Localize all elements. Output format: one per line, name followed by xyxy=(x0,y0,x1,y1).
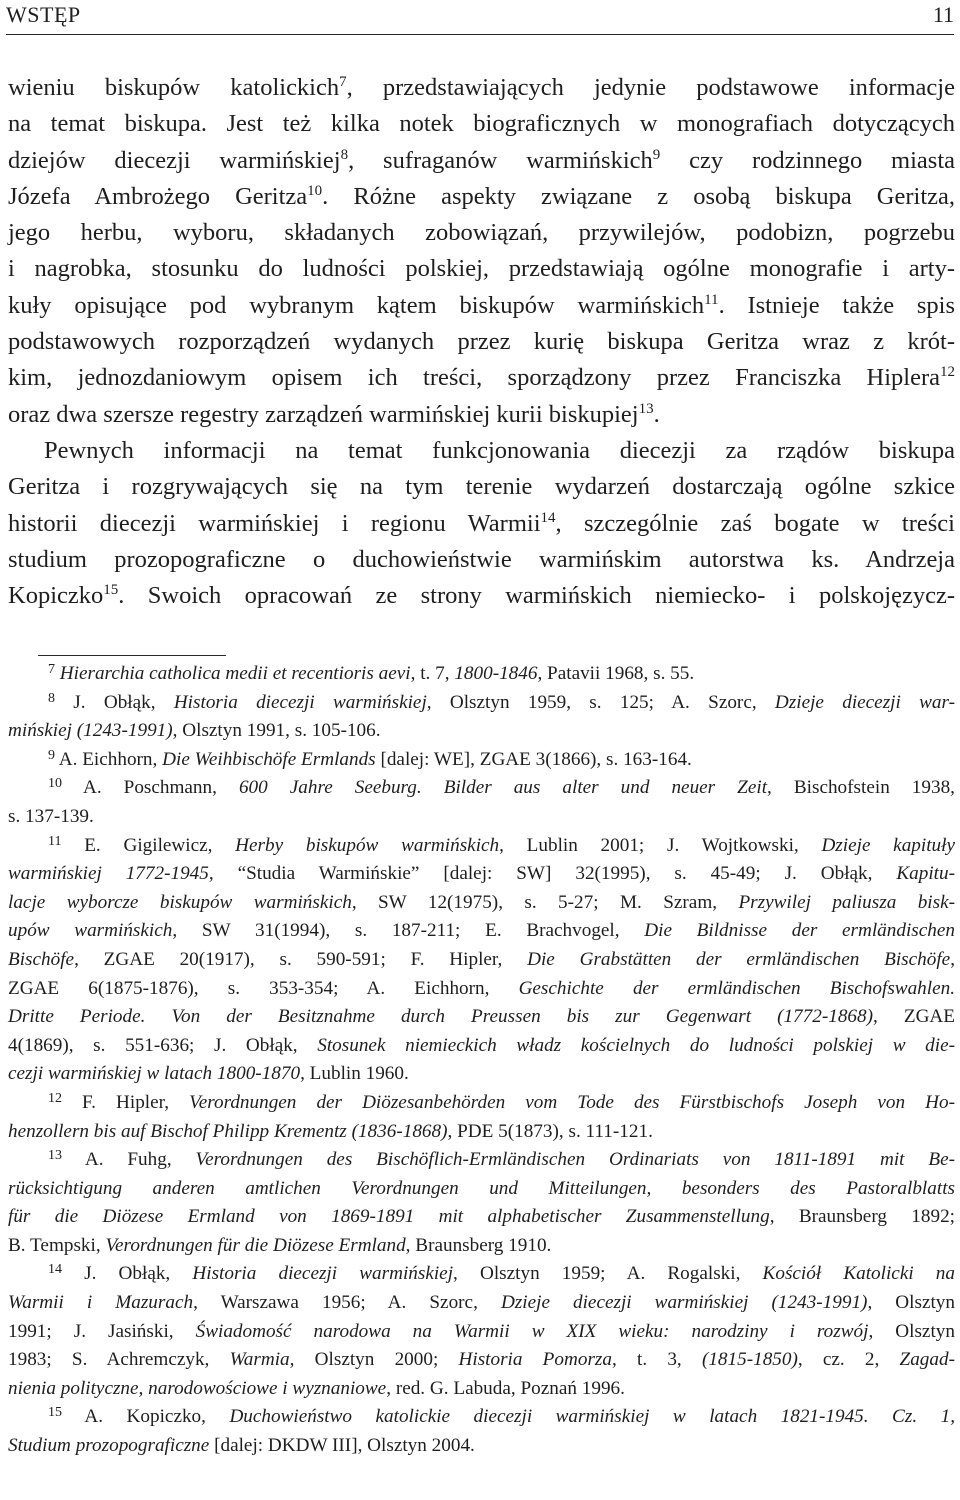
footnote-line xyxy=(8,746,955,775)
text-run: Józefa Ambrożego Geritza xyxy=(8,182,308,210)
page-number: 11 xyxy=(932,2,954,27)
footnote-line xyxy=(8,1432,955,1461)
footnote-ref: 7 xyxy=(48,662,55,677)
footnote-ref: 10 xyxy=(307,182,323,199)
italic-text: Stosunek niemieckich władz kościelnych do ludności polskiej w die- xyxy=(317,1034,955,1056)
text-run: dziejów diecezji warmińskiej xyxy=(8,146,341,174)
footnote-line xyxy=(8,975,955,1004)
footnote-separator xyxy=(38,655,226,656)
italic-text: Kapitu- xyxy=(896,863,955,885)
text-run: , PDE 5(1873), s. 111-121. xyxy=(447,1120,653,1142)
italic-text: Verordnungen für die Diözese Ermland xyxy=(105,1234,406,1256)
footnote-ref: 12 xyxy=(48,1090,62,1106)
text-run: historii diecezji warmińskiej i regionu Warmii xyxy=(8,509,541,537)
footnote-ref: 14 xyxy=(540,509,556,526)
italic-text: Przywilej paliusza bisk- xyxy=(738,891,955,913)
text-run: , Olsztyn 1991, s. 105-106. xyxy=(172,720,381,742)
text-run: Pewnych informacji na temat funkcjonowania diecezji za rządów biskupa xyxy=(44,436,955,464)
footnote-line xyxy=(8,917,955,946)
text-run: na temat biskupa. Jest też kilka notek biograficznych w monografiach dotyczących xyxy=(8,110,955,138)
text-run: , SW 12(1975), s. 5-27; M. Szram, xyxy=(351,891,739,913)
italic-text: Dzieje diecezji warmińskiej (1243-1991) xyxy=(500,1292,868,1314)
running-title: WSTĘP xyxy=(6,2,81,27)
footnote-ref: 9 xyxy=(48,747,55,763)
footnotes xyxy=(8,660,955,1461)
italic-text: Historia diecezji warmińskiej xyxy=(192,1263,454,1285)
footnote-line xyxy=(8,946,955,975)
text-run: 1983; S. Achremczyk, xyxy=(8,1349,230,1371)
text-run: czy rodzinnego miasta xyxy=(660,146,956,174)
footnote-line xyxy=(8,774,955,803)
footnote-line xyxy=(8,1175,955,1204)
text-run: , ZGAE 20(1917), s. 590-591; F. Hipler, xyxy=(74,948,528,970)
text-run: , Warszawa 1956; A. Szorc, xyxy=(193,1292,501,1314)
text-run: Geritza i rozgrywających się na tym terenie wydarzeń dostarczają ogólne szkice xyxy=(8,473,955,501)
footnote-line xyxy=(8,660,955,689)
footnote-line xyxy=(8,717,955,746)
text-run: E. Gigilewicz, xyxy=(61,834,236,856)
footnote-ref: 13 xyxy=(638,400,654,417)
italic-text: Bischöfe xyxy=(8,948,75,970)
text-run: s. 137-139. xyxy=(8,805,94,827)
text-run: oraz dwa szersze regestry zarządzeń warmińskiej kurii biskupiej xyxy=(8,400,639,428)
footnote-ref: 7 xyxy=(339,74,347,90)
body-line xyxy=(8,143,955,179)
body-line xyxy=(8,360,955,396)
footnote-ref: 10 xyxy=(48,776,62,792)
text-run: J. Obłąk, xyxy=(55,691,174,713)
text-run: Kopiczko xyxy=(8,582,104,610)
running-header xyxy=(6,2,954,35)
text-run: . xyxy=(653,400,660,428)
text-run: 1991; J. Jasiński, xyxy=(8,1320,196,1342)
text-run: wieniu biskupów katolickich xyxy=(8,74,340,101)
text-run: . Swoich opracowań ze strony warmińskich niemiecko- i polskojęzycz- xyxy=(118,582,955,610)
italic-text: Dzieje diecezji war- xyxy=(774,691,955,713)
italic-text: lacje wyborcze biskupów warmińskich xyxy=(8,891,352,913)
main-text xyxy=(8,70,955,614)
text-run: , Braunsberg 1892; xyxy=(769,1206,955,1228)
text-run: , xyxy=(950,948,955,970)
italic-text: 600 Jahre Seeburg. Bilder aus alter und neuer Zeit xyxy=(238,777,768,799)
text-run: , przedstawiających jedynie podstawowe informacje xyxy=(346,74,955,101)
text-run: , Lublin 1960. xyxy=(300,1063,409,1085)
italic-text: Hierarchia catholica medii et recentioris aevi xyxy=(59,663,411,684)
text-run: . Różne aspekty związane z osobą biskupa Geritza, xyxy=(322,182,956,210)
italic-text: Studium prozopograficzne xyxy=(8,1435,210,1457)
text-run: A. Fuhg, xyxy=(62,1149,196,1171)
italic-text: Zagad- xyxy=(899,1349,955,1371)
italic-text: Dzieje kapituły xyxy=(821,834,955,856)
italic-text: Herby biskupów warmińskich xyxy=(235,834,500,856)
text-run: . Istnieje także spis xyxy=(718,291,955,319)
text-run: ZGAE 6(1875-1876), s. 353-354; A. Eichhorn, xyxy=(8,977,519,999)
italic-text: mińskiej (1243-1991) xyxy=(8,720,173,742)
body-line xyxy=(8,506,955,542)
text-run: , Olsztyn xyxy=(868,1320,955,1342)
body-line xyxy=(8,179,955,215)
italic-text: Historia diecezji warmińskiej xyxy=(173,691,427,713)
italic-text: 1800-1846 xyxy=(454,663,538,684)
footnote-line xyxy=(8,1146,955,1175)
italic-text: Warmia xyxy=(229,1349,290,1371)
text-run: , t. 7, xyxy=(410,663,455,684)
body-line xyxy=(8,215,955,251)
italic-text: rücksichtigung anderen amtlichen Verordnungen und Mitteilungen, besonders des Pastoralblatts xyxy=(8,1177,955,1199)
body-line xyxy=(8,106,955,142)
text-run: J. Obłąk, xyxy=(62,1263,193,1285)
footnote-line xyxy=(8,1032,955,1061)
text-run: , Olsztyn 1959; A. Rogalski, xyxy=(453,1263,763,1285)
italic-text: für die Diözese Ermland von 1869-1891 mit alphabetischer Zusammenstellung xyxy=(8,1206,770,1228)
footnote-line xyxy=(8,1232,955,1261)
italic-text: Die Grabstätten der ermländischen Bischöfe xyxy=(527,948,951,970)
text-run: , red. G. Labuda, Poznań 1996. xyxy=(386,1377,625,1399)
italic-text: Kościół Katolicki na xyxy=(762,1263,955,1285)
italic-text: (1815-1850) xyxy=(701,1349,798,1371)
footnote-line xyxy=(8,1318,955,1347)
text-run: i nagrobka, stosunku do ludności polskiej, przedstawiają ogólne monografie i arty- xyxy=(8,255,955,283)
body-line xyxy=(8,70,955,106)
text-run: , sufraganów warmińskich xyxy=(348,146,653,174)
footnote-ref: 14 xyxy=(48,1262,62,1278)
text-run: kim, jednozdaniowym opisem ich treści, sporządzony przez Franciszka Hiplera xyxy=(8,364,940,392)
italic-text: cezji warmińskiej w latach 1800-1870 xyxy=(8,1063,301,1085)
italic-text: Warmii i Mazurach xyxy=(8,1292,194,1314)
footnote-line xyxy=(8,689,955,718)
text-run: B. Tempski, xyxy=(8,1234,106,1256)
italic-text: upów warmińskich xyxy=(8,920,173,942)
text-run: , Bischofstein 1938, xyxy=(767,777,955,799)
body-line xyxy=(8,288,955,324)
footnote-line xyxy=(8,889,955,918)
footnote-line xyxy=(8,1203,955,1232)
text-run: jego herbu, wyboru, składanych zobowiązań, przywilejów, podobizn, pogrzebu xyxy=(8,219,955,247)
body-line xyxy=(8,578,955,614)
body-line xyxy=(8,469,955,505)
footnote-line xyxy=(8,803,955,832)
italic-text: Die Weihbischöfe Ermlands xyxy=(162,748,376,770)
text-run: kuły opisujące pod wybranym kątem biskupów warmińskich xyxy=(8,291,705,319)
footnote-ref: 8 xyxy=(340,146,349,163)
text-run: A. Kopiczko, xyxy=(62,1406,230,1428)
body-line xyxy=(8,542,955,578)
text-run: , Patavii 1968, s. 55. xyxy=(537,663,695,684)
footnote-ref: 11 xyxy=(704,291,719,308)
italic-text: Geschichte der ermländischen Bischofswahlen. xyxy=(518,977,956,999)
italic-text: Dritte Periode. Von der Besitznahme durch Preussen bis zur Gegenwart (1772-1868) xyxy=(8,1006,873,1028)
italic-text: warmińskiej 1772-1945 xyxy=(8,863,209,885)
footnote-line xyxy=(8,860,955,889)
footnote-line xyxy=(8,832,955,861)
footnote-line xyxy=(8,1003,955,1032)
body-line xyxy=(8,324,955,360)
footnote-line xyxy=(8,1260,955,1289)
italic-text: henzollern bis auf Bischof Philipp Krementz (1836-1868) xyxy=(8,1120,448,1142)
footnote-ref: 15 xyxy=(103,582,119,599)
italic-text: Świadomość narodowa na Warmii w XIX wieku: narodziny i rozwój xyxy=(195,1320,869,1342)
text-run: podstawowych rozporządzeń wydanych przez kurię biskupa Geritza wraz z krót- xyxy=(8,328,955,356)
italic-text: Historia Pomorza xyxy=(458,1349,612,1371)
italic-text: Duchowieństwo katolickie diecezji warmińskiej w latach 1821-1945. Cz. 1, xyxy=(229,1406,955,1428)
footnote-line xyxy=(8,1375,955,1404)
italic-text: Verordnungen der Diözesanbehörden vom Tode des Fürstbischofs Joseph von Ho- xyxy=(189,1091,955,1113)
text-run: 4(1869), s. 551-636; J. Obłąk, xyxy=(8,1034,318,1056)
text-run: A. Eichhorn, xyxy=(55,748,163,770)
body-line xyxy=(8,251,955,287)
italic-text: nienia polityczne, narodowościowe i wyznaniowe xyxy=(8,1377,387,1399)
footnote-ref: 12 xyxy=(940,364,955,381)
text-run: , t. 3, xyxy=(611,1349,702,1371)
footnote-ref: 8 xyxy=(48,690,55,706)
footnote-line xyxy=(8,1060,955,1089)
text-run: A. Poschmann, xyxy=(62,777,239,799)
italic-text: Die Bildnisse der ermländischen xyxy=(644,920,955,942)
footnote-line xyxy=(8,1346,955,1375)
text-run: , SW 31(1994), s. 187-211; E. Brachvogel, xyxy=(172,920,645,942)
footnote-line xyxy=(8,1289,955,1318)
text-run: , Olsztyn xyxy=(867,1292,955,1314)
footnote-line xyxy=(8,1403,955,1432)
italic-text: Verordnungen des Bischöflich-Ermländischen Ordinariats von 1811-1891 mit Be- xyxy=(195,1149,956,1171)
footnote-ref: 9 xyxy=(652,146,661,163)
body-line xyxy=(8,433,955,469)
text-run: , szczególnie zaś bogate w treści xyxy=(555,509,955,537)
text-run: [dalej: WE], ZGAE 3(1866), s. 163-164. xyxy=(375,748,692,770)
text-run: [dalej: DKDW III], Olsztyn 2004. xyxy=(209,1435,475,1457)
text-run: , Olsztyn 1959, s. 125; A. Szorc, xyxy=(426,691,775,713)
footnote-line xyxy=(8,1118,955,1147)
text-run: studium prozopograficzne o duchowieństwie warmińskim autorstwa ks. Andrzeja xyxy=(8,545,955,573)
footnote-ref: 11 xyxy=(48,833,62,849)
text-run: , Lublin 2001; J. Wojtkowski, xyxy=(499,834,822,856)
footnote-line xyxy=(8,1089,955,1118)
footnote-ref: 13 xyxy=(48,1148,62,1164)
text-run: F. Hipler, xyxy=(62,1091,190,1113)
text-run: , Olsztyn 2000; xyxy=(289,1349,459,1371)
text-run: , cz. 2, xyxy=(797,1349,900,1371)
body-line xyxy=(8,397,955,433)
footnote-ref: 15 xyxy=(48,1405,62,1421)
text-run: , ZGAE xyxy=(873,1006,956,1028)
text-run: , Braunsberg 1910. xyxy=(405,1234,552,1256)
text-run: , “Studia Warmińskie” [dalej: SW] 32(1995), s. 45-49; J. Obłąk, xyxy=(208,863,897,885)
